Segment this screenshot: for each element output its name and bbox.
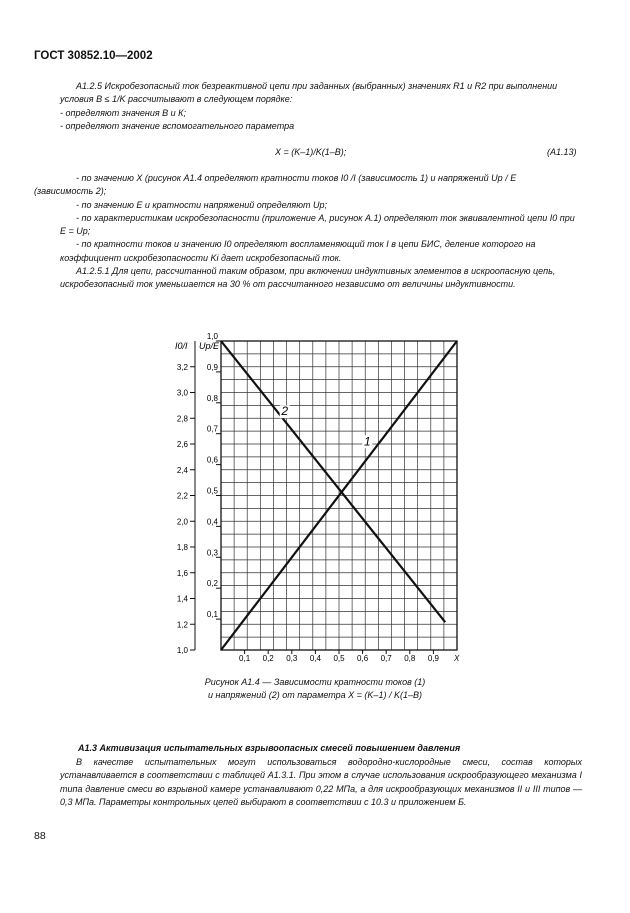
- y-right-tick-label: 1,0: [206, 332, 218, 341]
- list-item: - определяют значение вспомогательного параметра: [60, 120, 295, 131]
- y-left-tick-label: 2,2: [176, 491, 188, 501]
- y-right-tick-label: 0,2: [206, 579, 218, 589]
- equation-number: (А1.13): [547, 147, 577, 157]
- section-body: В качестве испытательных могут использоваться водородно-кислородные смеси, состав которых устанавливается в соответствии с таблицей А1.3.1. При этом в случае использования искрообразующего механизма I типа давление смеси во взрывной камере устанавливают 0,22 МПа, а для искрообразующих механизмов II и III типов — 0,3 МПа. Параметры контрольных цепей выбирают в соответствии с 10.3 и приложением Б.: [60, 757, 582, 807]
- x-axis-label: X: [454, 654, 460, 663]
- y-left-tick-label: 2,8: [176, 414, 188, 424]
- y-right-tick-label: 0,5: [206, 486, 218, 496]
- y-left-tick-label: 2,0: [176, 517, 188, 527]
- list-item: - по значению X (рисунок А1.4 определяют кратности токов I0 /I (зависимость 1) и напряжений Up / E: [76, 173, 517, 183]
- document-id: ГОСТ 30852.10—2002: [34, 50, 153, 62]
- x-tick-label: 0,1: [239, 654, 251, 663]
- x-tick-label: 0,5: [333, 654, 345, 663]
- y-left-tick-label: 2,4: [176, 465, 188, 475]
- y-right-axis-label: Up/E: [199, 341, 220, 351]
- list-item-cont: (зависимость 2);: [34, 186, 107, 197]
- y-right-tick-label: 0,6: [206, 455, 218, 465]
- y-left-axis-label: I0/I: [175, 341, 188, 351]
- y-right-tick-label: 0,7: [206, 424, 218, 434]
- paragraph-a1-2-5: А1.2.5 Искробезопасный ток безреактивной цепи при заданных (выбранных) значениях R1 и R2 при выполнении условия В ≤ 1/K рассчитывают в следующем порядке:: [60, 81, 558, 105]
- y-left-tick-label: 1,4: [176, 594, 188, 604]
- page-number: 88: [34, 830, 46, 842]
- y-left-tick-label: 3,2: [176, 362, 188, 372]
- paragraph-a1-2-5-1: А1.2.5.1 Для цепи, рассчитанной таким образом, при включении индуктивных элементов в искроопасную цепь, искробезопасный ток уменьшается на 30 % от рассчитанного независимо от величины индуктивности.: [60, 266, 556, 290]
- y-right-tick-label: 0,1: [206, 610, 218, 620]
- list-item: - определяют значения В и К;: [60, 107, 186, 118]
- x-tick-label: 0,8: [404, 654, 416, 663]
- equation-formula: X = (K–1)/K(1–B);: [275, 147, 347, 157]
- series-2-line: [221, 341, 445, 622]
- figure-caption: [0, 676, 630, 701]
- y-left-tick-label: 1,6: [176, 568, 188, 578]
- x-tick-label: 0,4: [309, 654, 321, 663]
- y-left-tick-label: 1,0: [176, 646, 188, 655]
- y-left-tick-label: 1,8: [176, 543, 188, 552]
- y-right-tick-label: 0,3: [206, 548, 218, 558]
- list-item: - по значению Е и кратности напряжений определяют Up;: [76, 199, 327, 210]
- y-left-tick-label: 1,2: [176, 620, 188, 630]
- y-right-tick-label: 0,8: [206, 393, 218, 403]
- x-tick-label: 0,7: [380, 654, 392, 663]
- list-item: - по кратности токов и значению I0 определяют воспламеняющий ток I в цепи БИС, деление которого на коэффициент искробезопасности Ki дает искробезопасный ток.: [60, 239, 536, 263]
- x-tick-label: 0,6: [357, 654, 369, 663]
- series-1-label: 1: [363, 434, 371, 449]
- y-left-tick-label: 2,6: [176, 440, 188, 449]
- x-tick-label: 0,3: [286, 654, 298, 663]
- x-tick-label: 0,2: [262, 654, 274, 663]
- y-right-tick-label: 0,9: [206, 362, 218, 372]
- y-left-tick-label: 3,0: [176, 388, 188, 398]
- x-tick-label: 0,9: [427, 654, 439, 663]
- series-2-label: 2: [281, 404, 289, 419]
- y-right-tick-label: 0,4: [206, 517, 218, 527]
- caption-line-1: Рисунок А1.4 — Зависимости кратности токов (1): [204, 677, 426, 687]
- list-item: - по характеристикам искробезопасности (приложение А, рисунок А.1) определяют ток эквивалентной цепи I0 при Е = Up;: [60, 212, 575, 237]
- caption-line-2: и напряжений (2) от параметра X = (K–1) / K(1–B): [208, 689, 422, 700]
- section-title: А1.3 Активизация испытательных взрывоопасных смесей повышением давления: [78, 743, 461, 753]
